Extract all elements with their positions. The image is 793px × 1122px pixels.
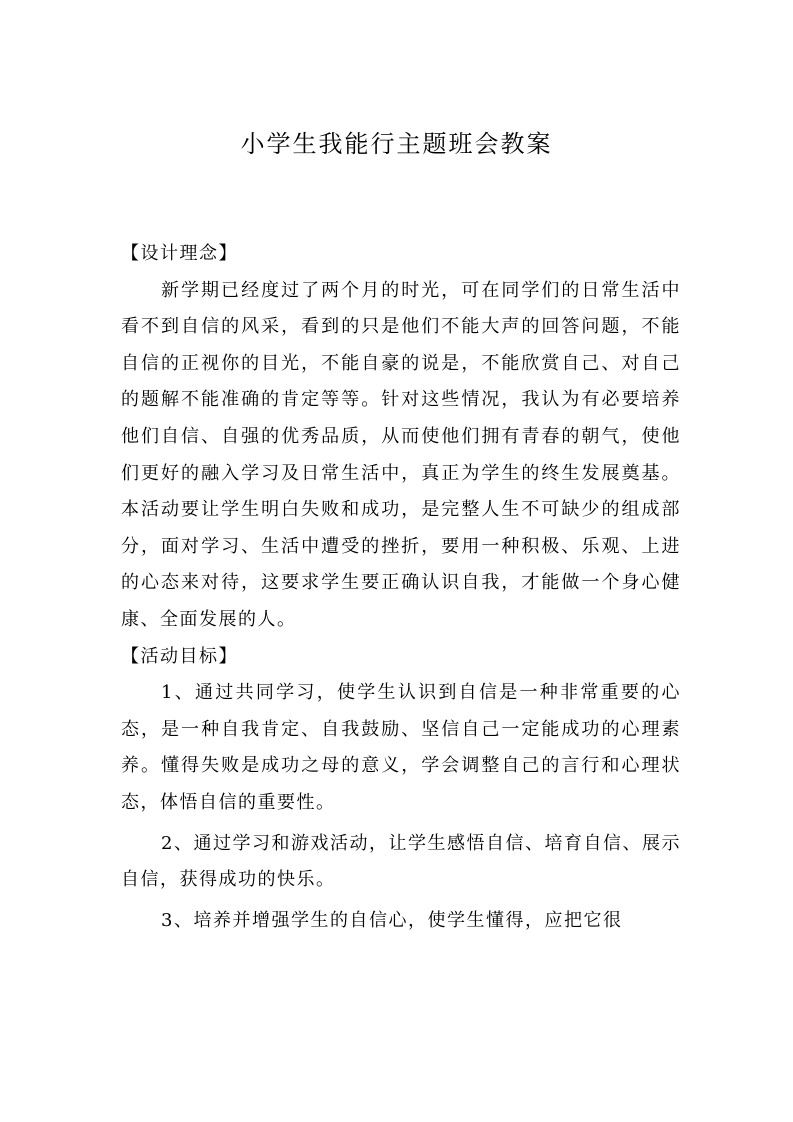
document-title: 小学生我能行主题班会教案 [240, 130, 553, 158]
document-body [121, 236, 681, 939]
activity-goal-2: 2、通过学习和游戏活动，让学生感悟自信、培育自信、展示自信，获得成功的快乐。 [121, 832, 681, 891]
design-concept-paragraph: 新学期已经度过了两个月的时光，可在同学们的日常生活中看不到自信的风采，看到的只是他们不能大声的回答问题，不能自信的正视你的目光，不能自豪的说是，不能欣赏自己、对自己的题解不能准确的肯定等等。针对这些情况，我认为有必要培养他们自信、自强的优秀品质，从而使他们拥有青春的朝气，使他们更好的融入学习及日常生活中，真正为学生的终生发展奠基。本活动要让学生明白失败和成功，是完整人生不可缺少的组成部分，面对学习、生活中遭受的挫折，要用一种积极、乐观、上进的心态来对待，这要求学生要正确认识自我，才能做一个身心健康、全面发展的人。 [121, 279, 681, 630]
activity-goal-3: 3、培养并增强学生的自信心，使学生懂得，应把它很 [161, 909, 623, 931]
section-heading-activity-goals: 【活动目标】 [121, 645, 238, 667]
activity-goal-1: 1、通过共同学习，使学生认识到自信是一种非常重要的心态，是一种自我肯定、自我鼓励、坚信自己一定能成功的心理素养。懂得失败是成功之母的意义，学会调整自己的言行和心理状态，体悟自信的重要性。 [121, 682, 681, 813]
section-heading-design-concept: 【设计理念】 [121, 243, 238, 264]
